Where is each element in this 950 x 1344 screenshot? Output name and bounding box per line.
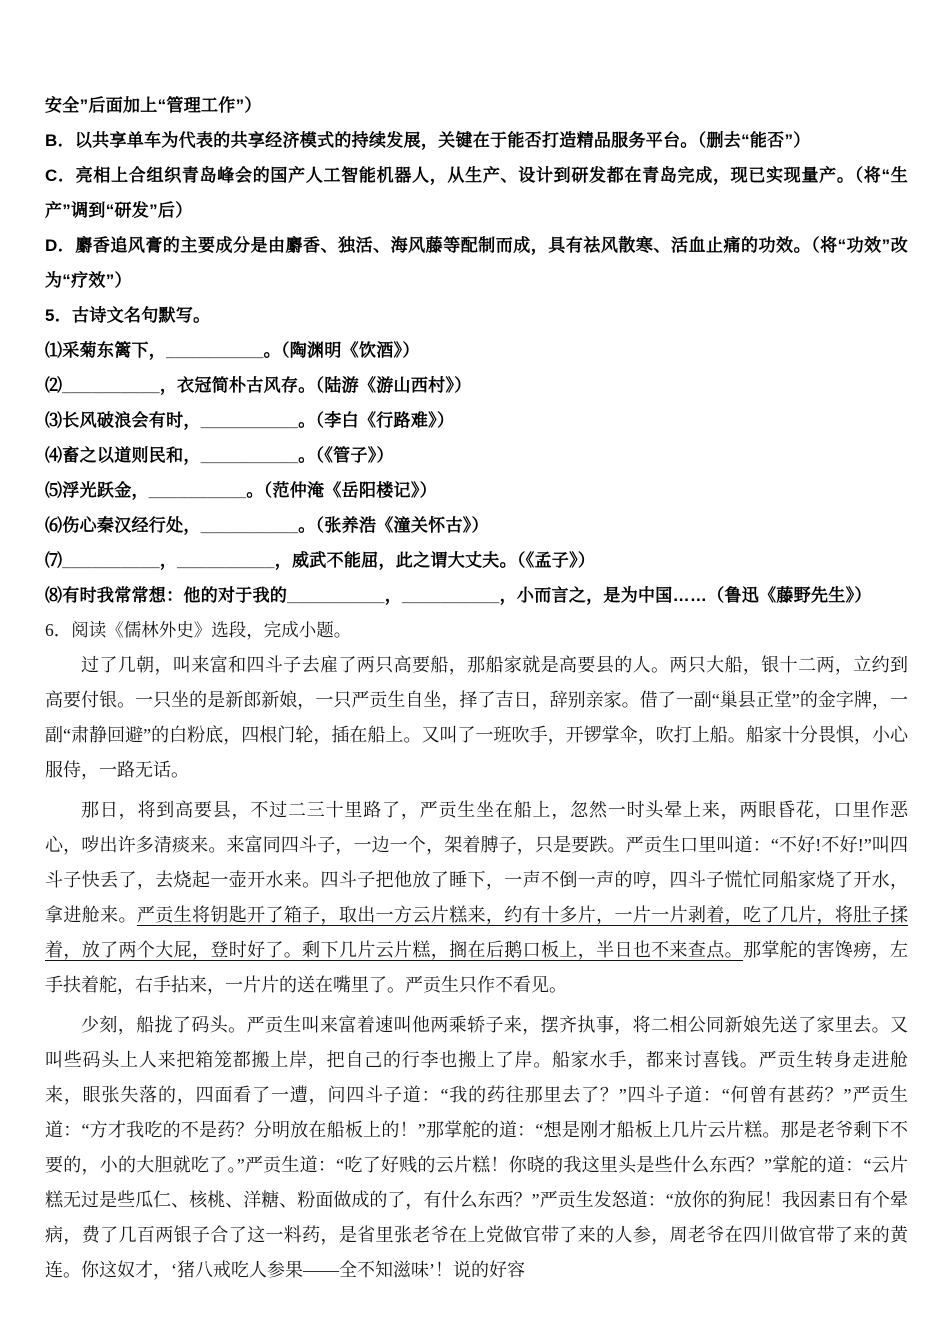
q5-item-5: ⑸浮光跃金，__________。（范仲淹《岳阳楼记》） <box>45 481 437 500</box>
passage-paragraph-3 <box>45 1008 908 1288</box>
question5-title: 5．古诗文名句默写。 <box>45 306 211 325</box>
option-c: C．亮相上合组织青岛峰会的国产人工智能机器人，从生产、设计到研发都在青岛完成，现已实现量产。（将“生产”调到“研发”后） <box>45 166 908 220</box>
q5-item-2: ⑵__________，衣冠简朴古风存。（陆游《游山西村》） <box>45 376 472 395</box>
q5-item-1: ⑴采菊东篱下，__________。（陶渊明《饮酒》） <box>45 341 420 360</box>
q5-item-3: ⑶长风破浪会有时，__________。（李白《行路难》） <box>45 411 455 430</box>
passage-paragraph-1 <box>45 648 908 788</box>
q5-item-7: ⑺__________，__________，威武不能屈，此之谓大丈夫。（《孟子》） <box>45 551 596 570</box>
passage-text: 那日，将到高要县，不过二三十里路了，严贡生坐在船上，忽然一时头晕上来，两眼昏花，口里作恶心，哕出许多清痰来。来富同四斗子，一边一个，架着膊子，只是要跌。严贡生口里叫道：“不好!不好!”叫四斗子快丢了，去烧起一壶开水来。四斗子把他放了睡下，一声不倒一声的哼，四斗子慌忙同船家烧了开水，拿进舱来。 <box>45 800 908 925</box>
option-b: B．以共享单车为代表的共享经济模式的持续发展，关键在于能否打造精品服务平台。（删去“能否”） <box>45 131 811 150</box>
q5-item-6: ⑹伤心秦汉经行处，__________。（张养浩《潼关怀古》） <box>45 516 489 535</box>
passage-text: 少刻，船拢了码头。严贡生叫来富着速叫他两乘轿子来，摆齐执事，将二相公同新娘先送了家里去。又叫些码头上人来把箱笼都搬上岸，把自己的行李也搬上了岸。船家水手，都来讨喜钱。严贡生转身走进舱来，眼张失落的，四面看了一遭，问四斗子道：“我的药往那里去了？”四斗子道：“何曾有甚药？”严贡生道：“方才我吃的不是药？分明放在船板上的！”那掌舵的道：“想是刚才船板上几片云片糕。那是老爷剩下不要的，小的大胆就吃了。”严贡生道：“吃了好贱的云片糕！你晓的我这里头是些什么东西？”掌舵的道：“云片糕无过是些瓜仁、核桃、洋糖、粉面做成的了，有什么东西？”严贡生发怒道：“放你的狗屁！我因素日有个晕病，费了几百两银子合了这一料药，是省里张老爷在上党做官带了来的人参，周老爷在四川做官带了来的黄连。你这奴才，‘猪八戒吃人参果——全不知滋味’！说的好容 <box>45 1015 908 1280</box>
option-d: D．麝香追风膏的主要成分是由麝香、独活、海风藤等配制而成，具有祛风散寒、活血止痛的功效。（将“功效”改为“疗效”） <box>45 236 908 290</box>
q5-item-4: ⑷畜之以道则民和，__________。（《管子》） <box>45 446 394 465</box>
question6-title: 6．阅读《儒林外史》选段，完成小题。 <box>45 620 352 640</box>
passage-paragraph-2 <box>45 793 908 1003</box>
passage-text: 那掌舵的害馋痨，左手扶着舵，右手拈来，一片片的送在嘴里了。严贡生只作不看见。 <box>45 940 909 995</box>
option-a-continuation: 安全”后面加上“管理工作”） <box>45 96 262 115</box>
passage-text: 过了几朝，叫来富和四斗子去雇了两只高要船，那船家就是高要县的人。两只大船，银十二两，立约到高要付银。一只坐的是新郎新娘，一只严贡生自坐，择了吉日，辞别亲家。借了一副“巢县正堂”的金字牌，一副“肃静回避”的白粉底，四根门轮，插在船上。又叫了一班吹手，开锣掌伞，吹打上船。船家十分畏惧，小心服侍，一路无话。 <box>45 655 908 780</box>
underlined-sentence: 严贡生将钥匙开了箱子，取出一方云片糕来，约有十多片，一片一片剥着，吃了几片，将肚子揉着，放了两个大屁，登时好了。剩下几片云片糕，搁在后鹅口板上，半日也不来查点。 <box>45 905 909 960</box>
q5-item-8: ⑻有时我常常想：他的对于我的__________，__________，小而言之，是为中国……（鲁迅《藤野先生》） <box>45 586 872 605</box>
